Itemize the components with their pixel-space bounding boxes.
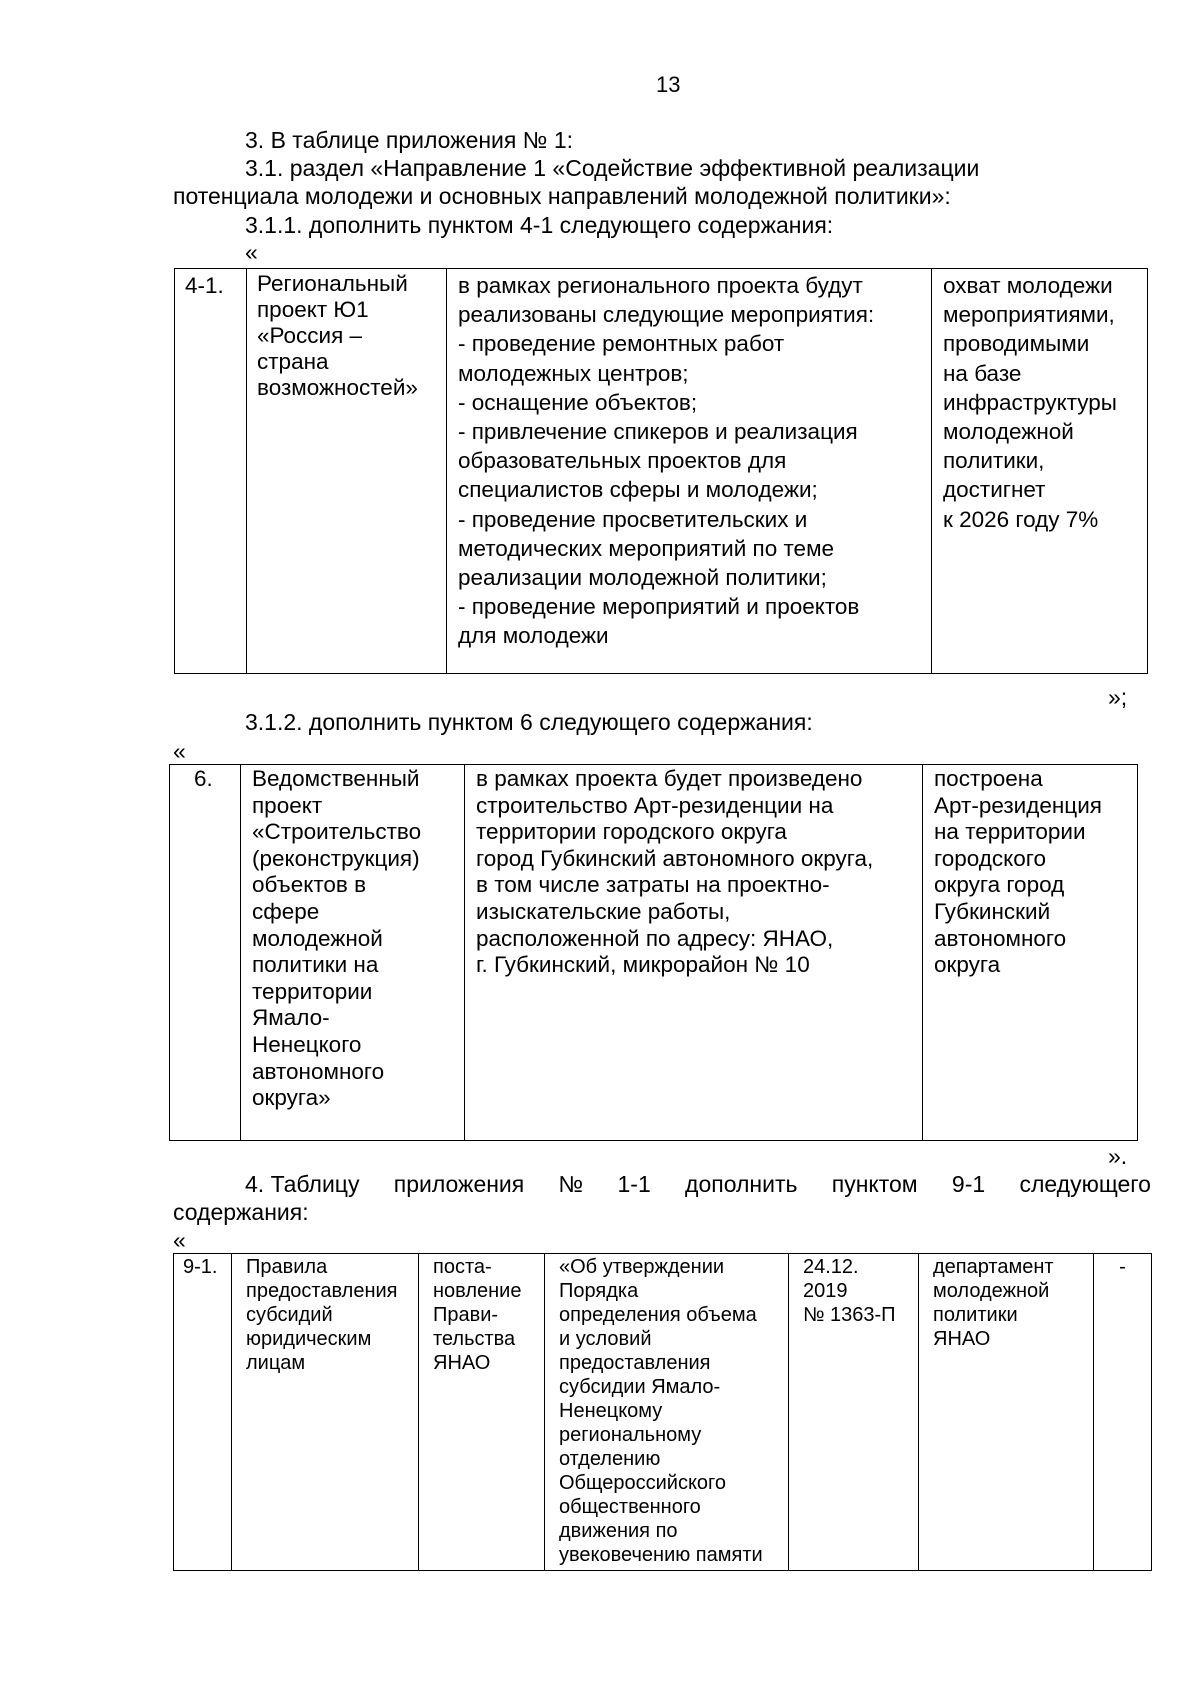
act-title-line: отделению (559, 1448, 661, 1470)
act-title-line: «Об утверждении (559, 1256, 725, 1278)
item-number-cell (170, 765, 241, 1141)
result-line: Губкинский (934, 898, 1051, 924)
act-title-line: предоставления (559, 1352, 711, 1374)
table-row (175, 269, 1148, 674)
project-name-line: Ненецкого (252, 1031, 362, 1057)
act-date-cell (789, 1254, 919, 1571)
description-line: - привлечение спикеров и реализация (458, 419, 858, 445)
paragraph-3-1-1: 3.1.1. дополнить пунктом 4-1 следующего содержания: (245, 212, 834, 238)
act-title-line: определения объема (559, 1304, 757, 1326)
paragraph-4-line1 (245, 1171, 1151, 1198)
description-line: город Губкинский автономного округа, (476, 845, 874, 871)
result-line: на территории (934, 819, 1086, 845)
paragraph-4-word: 9-1 (951, 1171, 986, 1197)
description-line: территории городского округа (476, 819, 787, 845)
description-line: - проведение мероприятий и проектов (458, 594, 860, 620)
paragraph-4-word: пунктом (831, 1171, 918, 1197)
description-cell (447, 269, 932, 674)
result-cell (932, 269, 1148, 674)
table-row (170, 765, 1138, 1141)
table-row (174, 1254, 1152, 1571)
project-name-line: «Строительство (252, 819, 422, 845)
result-line: охват молодежи (943, 273, 1113, 298)
department-line: политики (933, 1304, 1018, 1326)
description-line: в рамках проекта будет произведено (476, 766, 863, 791)
project-name-line: «Россия – (257, 323, 363, 348)
paragraph-3-1-line1: 3.1. раздел «Направление 1 «Содействие эффективной реализации (245, 155, 980, 181)
description-line: в том числе затраты на проектно- (476, 872, 830, 898)
table-item-4-1 (174, 268, 1148, 674)
act-title-line: движения по (559, 1520, 678, 1542)
department-cell (919, 1254, 1094, 1571)
result-line: мероприятиями, (943, 302, 1115, 328)
description-line: молодежных центров; (458, 360, 689, 386)
act-type-line: поста- (433, 1256, 492, 1278)
description-line: строительство Арт-резиденции на (476, 792, 834, 818)
project-name-line: Ведомственный (252, 766, 420, 791)
open-quote-1: « (245, 239, 258, 265)
department-line: молодежной (933, 1280, 1050, 1302)
act-date-line: 2019 (803, 1280, 848, 1302)
project-name-line: автономного (252, 1058, 385, 1084)
project-name-line: политики на (252, 952, 379, 978)
act-title-line: субсидии Ямало- (559, 1376, 721, 1398)
department-line: департамент (933, 1256, 1054, 1278)
paragraph-3-1-2: 3.1.2. дополнить пунктом 6 следующего содержания: (245, 709, 813, 735)
description-line: методических мероприятий по теме (458, 535, 835, 561)
page-number: 13 (656, 72, 681, 97)
item-number-cell (174, 1254, 232, 1571)
table-item-9-1 (173, 1253, 1152, 1571)
description-line: реализованы следующие мероприятия: (458, 302, 875, 328)
project-name-line: страна (257, 349, 329, 374)
result-line: достигнет (943, 477, 1046, 503)
act-type-line: новление (433, 1280, 522, 1302)
act-type-line: тельства (433, 1328, 516, 1350)
description-line: - оснащение объектов; (458, 389, 698, 415)
project-name-cell (247, 269, 447, 674)
result-line: проводимыми (943, 331, 1090, 357)
close-quote-2: ». (1108, 1143, 1128, 1169)
description-line: расположенной по адресу: ЯНАО, (476, 925, 834, 951)
description-line: реализации молодежной политики; (458, 565, 827, 591)
act-title-cell (545, 1254, 789, 1571)
project-name-cell (241, 765, 465, 1141)
department-line: ЯНАО (933, 1328, 991, 1350)
paragraph-4-word: дополнить (685, 1171, 798, 1197)
paragraph-4-word: 1-1 (617, 1171, 651, 1197)
result-line: инфраструктуры (943, 389, 1117, 415)
paragraph-4-word: следующего (1019, 1171, 1151, 1197)
paragraph-4-word: № (558, 1171, 584, 1197)
act-name-line: Правила (246, 1256, 328, 1278)
paragraph-3: 3. В таблице приложения № 1: (245, 127, 573, 153)
item-number: 4-1. (185, 273, 224, 298)
project-name-line: проект Ю1 (257, 297, 369, 322)
description-line: - проведение ремонтных работ (458, 331, 785, 357)
description-cell (465, 765, 923, 1141)
act-date-line: № 1363-П (803, 1304, 896, 1326)
item-number: 9-1. (183, 1256, 218, 1278)
project-name-line: (реконструкция) (252, 845, 420, 871)
description-line: в рамках регионального проекта будут (458, 273, 863, 298)
project-name-line: территории (252, 978, 373, 1004)
description-line: - проведение просветительских и (458, 506, 808, 532)
result-line: автономного (934, 925, 1067, 951)
act-name-line: субсидий (246, 1304, 333, 1326)
item-number: 6. (194, 766, 213, 791)
result-line: к 2026 году 7% (943, 506, 1099, 532)
paragraph-4-word: приложения (393, 1171, 525, 1197)
project-name-line: сфере (252, 898, 320, 924)
dash-value: - (1119, 1256, 1126, 1278)
act-name-cell (232, 1254, 419, 1571)
description-line: образовательных проектов для (458, 448, 787, 474)
close-quote-1: »; (1108, 684, 1128, 710)
result-line: построена (934, 766, 1043, 791)
act-type-line: Прави- (433, 1304, 499, 1326)
result-line: молодежной (943, 419, 1074, 445)
act-title-line: региональному (559, 1424, 702, 1446)
act-name-line: предоставления (246, 1280, 398, 1302)
table-item-6 (169, 764, 1138, 1141)
result-line: Арт-резиденция (934, 792, 1102, 818)
result-line: городского (934, 845, 1046, 871)
result-line: округа город (934, 872, 1065, 898)
act-date-line: 24.12. (803, 1256, 859, 1278)
act-title-line: Общероссийского (559, 1472, 727, 1494)
description-line: изыскательские работы, (476, 898, 731, 924)
result-line: политики, (943, 448, 1045, 474)
project-name-line: Региональный (257, 271, 408, 296)
project-name-line: округа» (252, 1085, 331, 1111)
paragraph-3-1-line2: потенциала молодежи и основных направлений молодежной политики»: (173, 183, 951, 209)
paragraph-4-word: 4. Таблицу (245, 1171, 360, 1197)
description-line: г. Губкинский, микрорайон № 10 (476, 952, 810, 978)
result-line: округа (934, 952, 1001, 978)
act-title-line: общественного (559, 1496, 701, 1518)
act-name-line: лицам (246, 1352, 306, 1374)
project-name-line: возможностей» (257, 375, 418, 400)
paragraph-4-line2: содержания: (173, 1199, 309, 1225)
act-type-line: ЯНАО (433, 1352, 491, 1374)
project-name-line: молодежной (252, 925, 383, 951)
act-title-line: увековечению памяти (559, 1544, 763, 1566)
description-line: для молодежи (458, 623, 609, 649)
act-title-line: Порядка (559, 1280, 639, 1302)
project-name-line: Ямало- (252, 1005, 330, 1031)
project-name-line: проект (252, 792, 323, 818)
act-title-line: и условий (559, 1328, 652, 1350)
open-quote-3: « (173, 1227, 186, 1253)
item-number-cell (175, 269, 247, 674)
project-name-line: объектов в (252, 872, 367, 898)
description-line: специалистов сферы и молодежи; (458, 477, 818, 503)
open-quote-2: « (173, 738, 186, 764)
act-name-line: юридическим (246, 1328, 372, 1350)
result-line: на базе (943, 360, 1022, 386)
last-column-cell (1094, 1254, 1152, 1571)
act-title-line: Ненецкому (559, 1400, 663, 1422)
result-cell (923, 765, 1138, 1141)
act-type-cell (419, 1254, 545, 1571)
